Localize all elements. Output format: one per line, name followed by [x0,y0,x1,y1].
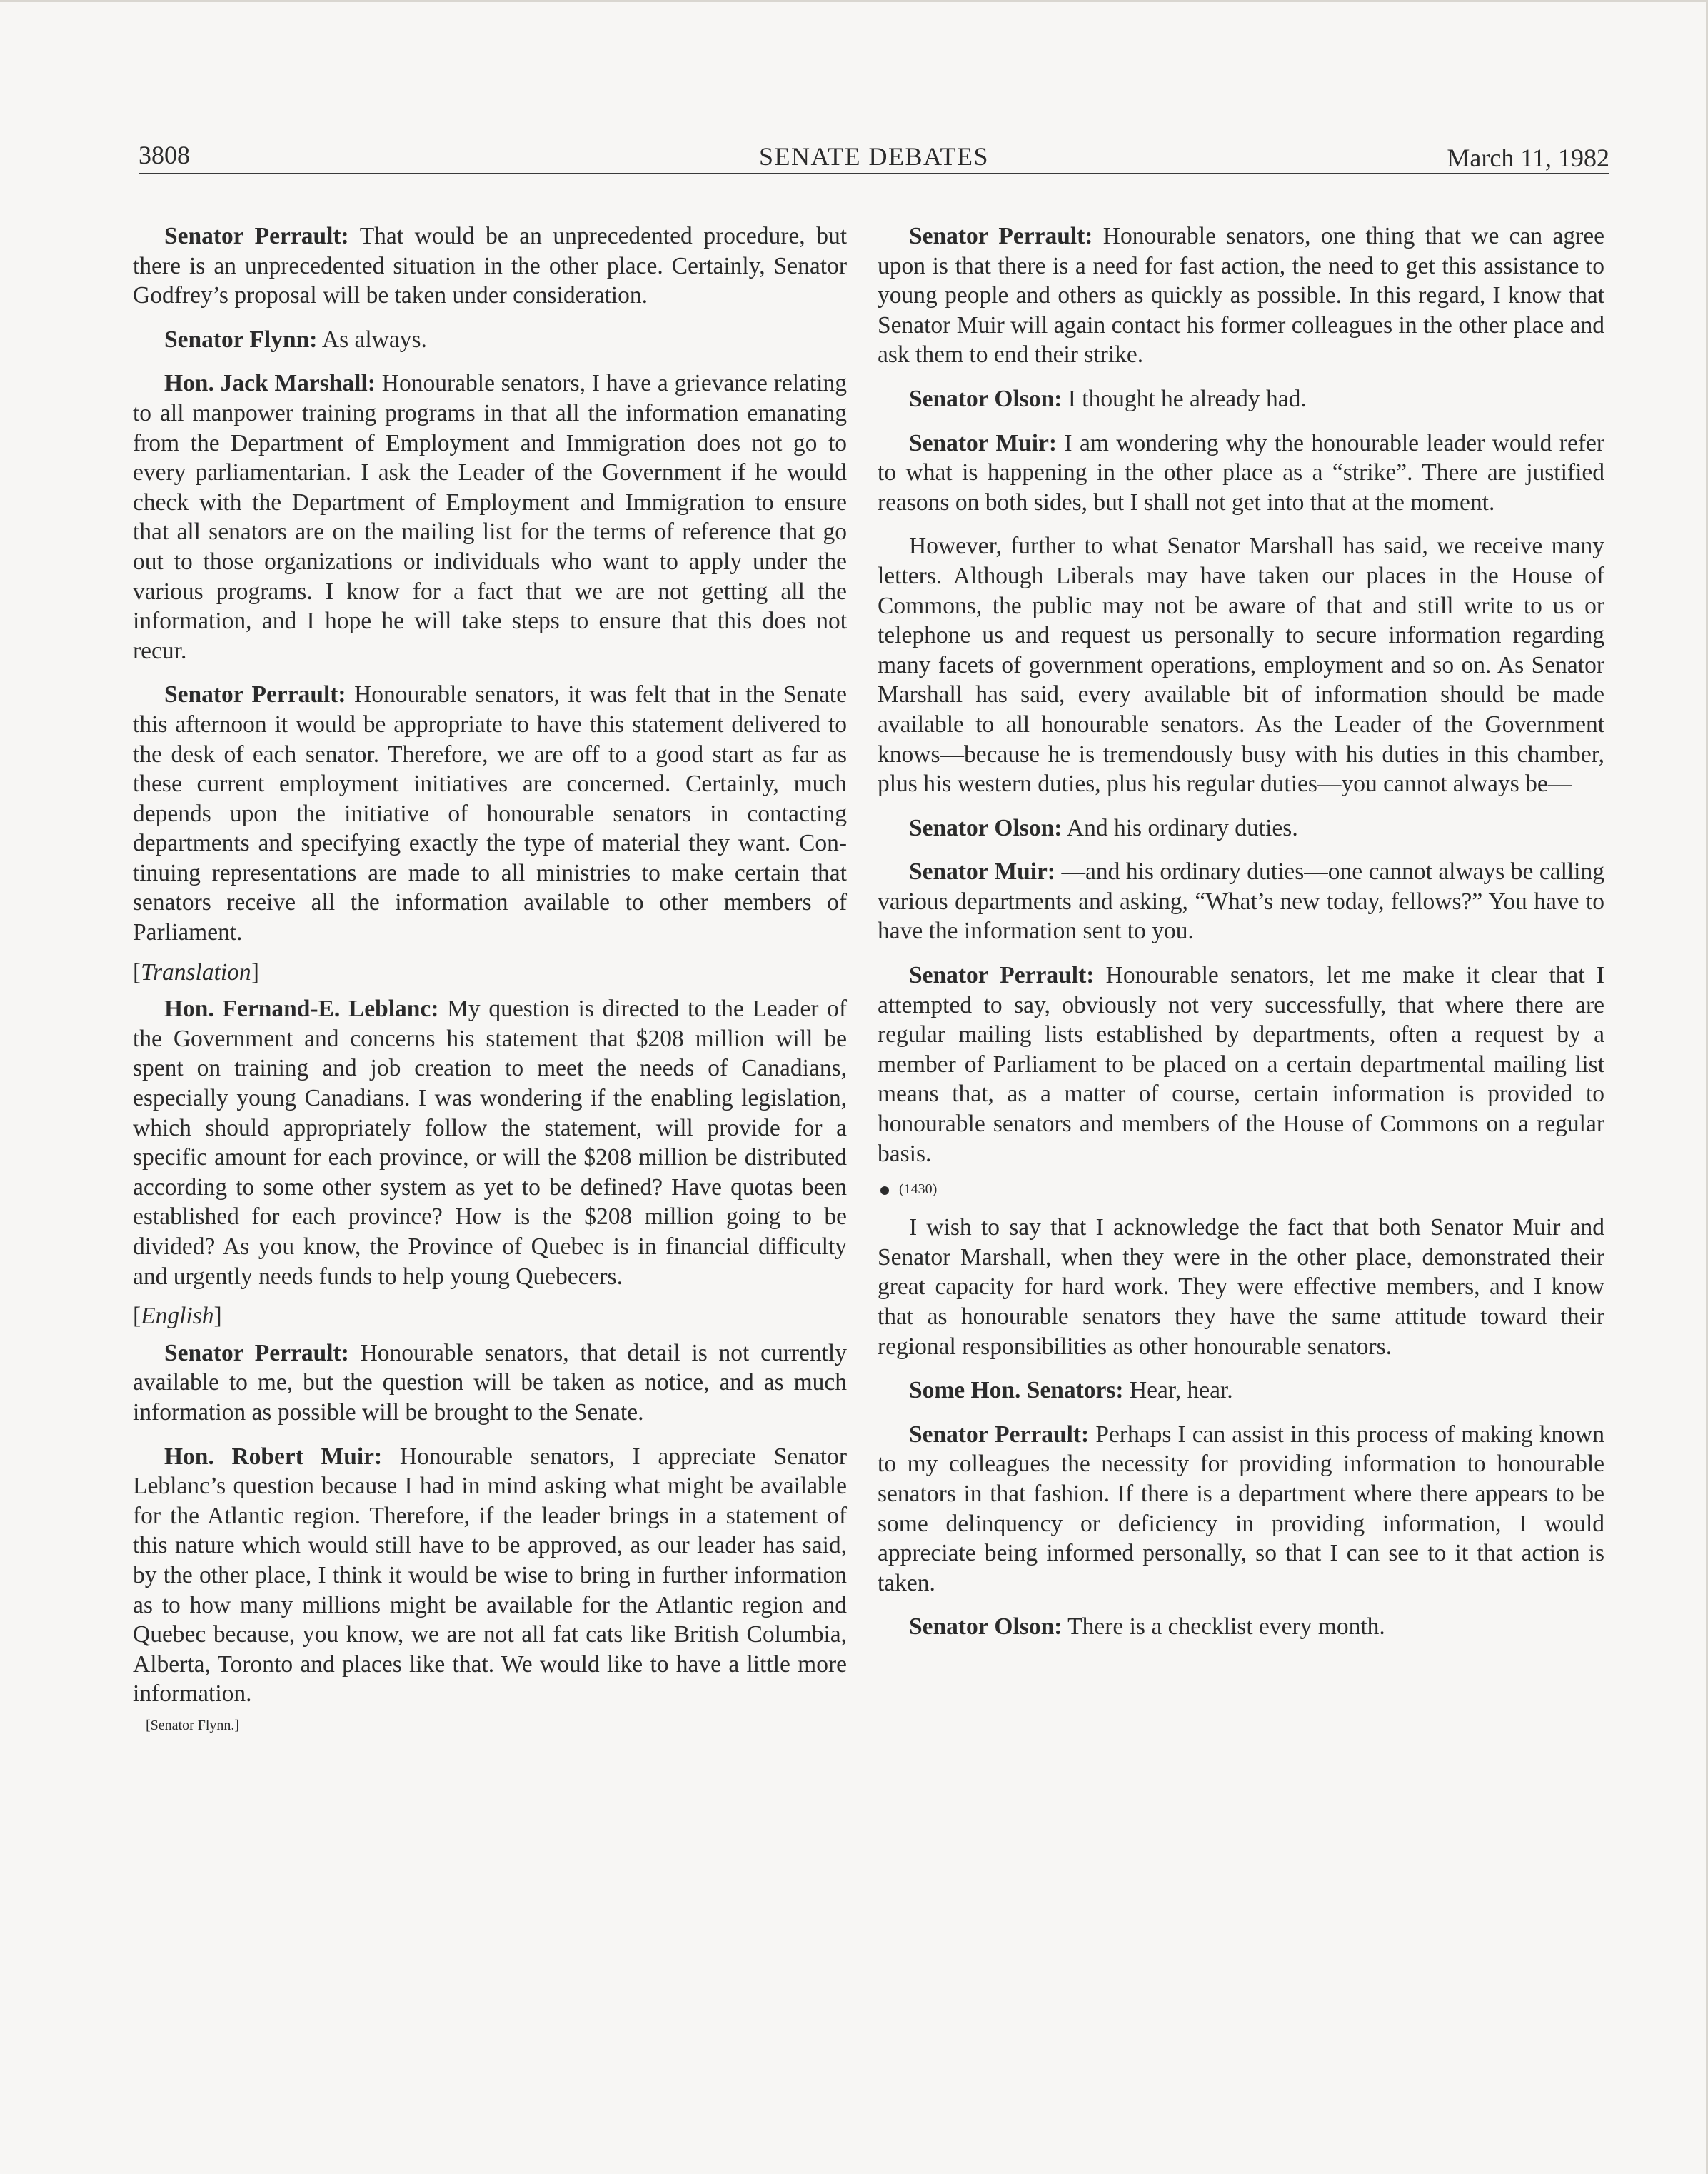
speech-text: I am wondering why the honourable leader would refer to what is happening in the other place as a “strike”. There are justified reasons on both sides, but I shall not get into that at the moment. [878,429,1604,516]
speaker-name: Hon. Fernand-E. Leblanc: [164,996,439,1023]
speech-text: Honourable senators, let me make it clear that I attempted to say, obviously not very successfully, that where there are regular mailing lists established by departments, often a request by a member of Parliament to be placed on a certain departmental mailing list means that, as a matter of course, certain information is provided to honourable senators and members of the House of Commons on a regular basis. [878,962,1605,1167]
speaker-name: Senator Flynn: [164,326,318,353]
speech-text: That would be an unprecedented procedure, but there is an unprecedented situation in the other place. Certainly, Senator Godfrey’s proposal will be taken under consideration. [133,223,848,309]
speech-paragraph [878,1213,1604,1361]
right-column [878,221,1604,1656]
speaker-name: Hon. Robert Muir: [164,1443,383,1470]
speech-paragraph [878,221,1604,370]
issue-date: March 11, 1982 [1447,144,1609,172]
speech-paragraph [878,384,1604,414]
speaker-name: Senator Perrault: [909,962,1095,989]
speaker-name: Senator Perrault: [164,681,346,708]
left-column [133,221,847,1736]
time-marker-label: (1430) [899,1181,938,1198]
speaker-name: Senator Perrault: [164,1339,349,1366]
speaker-name: Senator Muir: [909,858,1056,886]
speech-paragraph [133,1338,847,1428]
speech-paragraph [133,994,847,1291]
speech-paragraph [878,531,1604,798]
speech-paragraph [133,221,847,311]
language-marker: [English] [133,1303,222,1330]
speech-text: —and his ordinary duties—one cannot always be calling various departments and asking, “What’s new today, fellows?” You have to have the information sent to you. [878,858,1604,945]
running-header [139,140,1609,176]
page-footnote: [Senator Flynn.] [146,1717,240,1733]
speaker-name: Senator Olson: [909,385,1063,412]
speech-text: Honourable senators, I have a grievance relating to all manpower training programs in that all the information emanating from the Department of Employment and Immigration does not go to every parliamentarian. I ask the Leader of the Government if he would check with the Department of Employment and Immigration to ensure that all senators are on the mailing list for the terms of reference that go out to those organizations or individuals who want to apply under the various programs. I know for a fact that we are not getting all the information, and I hope he will take steps to ensure that this does not recur. [133,370,847,664]
speaker-name: Senator Perrault: [164,223,349,249]
language-label: English [141,1303,214,1330]
speaker-name: Senator Perrault: [909,223,1093,249]
speaker-name: Senator Olson: [909,1613,1063,1640]
speech-text: Hear, hear. [1123,1377,1233,1404]
speech-text: However, further to what Senator Marshall has said, we receive many letters. Although Liberals may have taken our places in the House of Commons, the public may not be aware of that and still write to us or telephone us and request us personally to secure information regarding many facets of government operations, employment and so on. As Senator Marshall has said, every available bit of information should be made available to all honourable senators. As the Leader of the Government knows—because he is tremendously busy with his duties in this chamber, plus his western duties, plus his regular duties—you cannot always be— [878,533,1604,798]
speech-paragraph [878,961,1604,1168]
speech-text: I thought he already had. [1062,385,1307,412]
header-rule [139,173,1609,174]
speech-text: Honourable senators, one thing that we can agree upon is that there is a need for fast action, the need to get this assistance to young people and others as quickly as possible. In this regard, I know that Senator Muir will again contact his former colleagues in the other place and ask them to end their strike. [878,223,1604,369]
speech-text: I wish to say that I acknowledge the fact that both Senator Muir and Senator Marshall, when they were in the other place, demonstrated their great capacity for hard work. They were effective members, and I know that as honourable senators they have the same attitude toward their regional responsibilities as other honourable senators. [878,1214,1604,1360]
language-label: Translation [141,958,251,986]
speech-paragraph [878,1612,1604,1642]
speaker-name: Hon. Jack Marshall: [164,370,376,397]
speech-paragraph [878,429,1604,518]
speaker-name: Senator Perrault: [909,1421,1090,1448]
time-marker [878,1178,1604,1200]
speech-text: As always. [317,326,427,353]
speech-paragraph [133,325,847,355]
speech-paragraph [133,369,847,666]
speaker-name: Senator Olson: [909,814,1063,841]
speech-text: Honourable senators, it was felt that in the Senate this afternoon it would be appropriate to have this statement delivered to the desk of each senator. Therefore, we are off to a good start as far as these current employment initiatives are concerned. Certainly, much depends upon the initiative of honourable senators in contacting departments and specifying exactly the type of material they want. Continuing representations are made to all ministries to make certain that senators receive all the information available to other members of Parliament. [133,681,847,946]
speech-text: My question is directed to the Leader of the Government and concerns his statement that $208 million will be spent on training and job creation to meet the needs of Canadians, especially young Canadians. I was wondering if the enabling legislation, which should appropriately follow the statement, will provide for a specific amount for each province, or will the $208 million be distributed according to some other system as yet to be defined? Have quotas been established for each province? How is the $208 million going to be divided? As you know, the Province of Quebec is in financial difficulty and urgently needs funds to help young Quebecers. [133,996,847,1290]
speech-text: Perhaps I can assist in this process of making known to my colleagues the necessity for providing information to honourable senators in that fashion. If there is a department where there appears to be some delinquency or deficiency in providing information, I would appreciate being informed personally, so that I can see to it that action is taken. [878,1421,1604,1596]
publication-title: SENATE DEBATES [758,142,989,171]
speech-paragraph [133,1442,847,1709]
speech-text: Honourable senators, I appreciate Senator Leblanc’s question because I had in mind asking what might be available for the Atlantic region. Therefore, if the leader brings in a statement of this nature which would still have to be approved, as our leader has said, by the other place, I think it would be wise to bring in further information as to how many millions might be available for the Atlantic region and Quebec because, you know, we are not all fat cats like British Columbia, Alberta, Toronto and places like that. We would like to have a little more information. [133,1443,847,1708]
bullet-icon [880,1186,889,1195]
speech-paragraph [878,1376,1604,1406]
language-marker: [Translation] [133,958,259,986]
speech-text: Honourable senators, that detail is not currently available to me, but the question will be taken as notice, and as much information as possible will be brought to the Senate. [133,1339,847,1426]
speech-text: There is a checklist every month. [1062,1613,1385,1640]
page-number: 3808 [139,141,190,169]
page-edge [0,0,1708,2]
speech-text: And his ordinary duties. [1062,814,1298,841]
speech-paragraph [878,1420,1604,1598]
speaker-name: Some Hon. Senators: [909,1377,1124,1404]
speech-paragraph [878,857,1604,946]
speaker-name: Senator Muir: [909,429,1058,456]
speech-paragraph [133,680,847,947]
speech-paragraph [878,813,1604,843]
